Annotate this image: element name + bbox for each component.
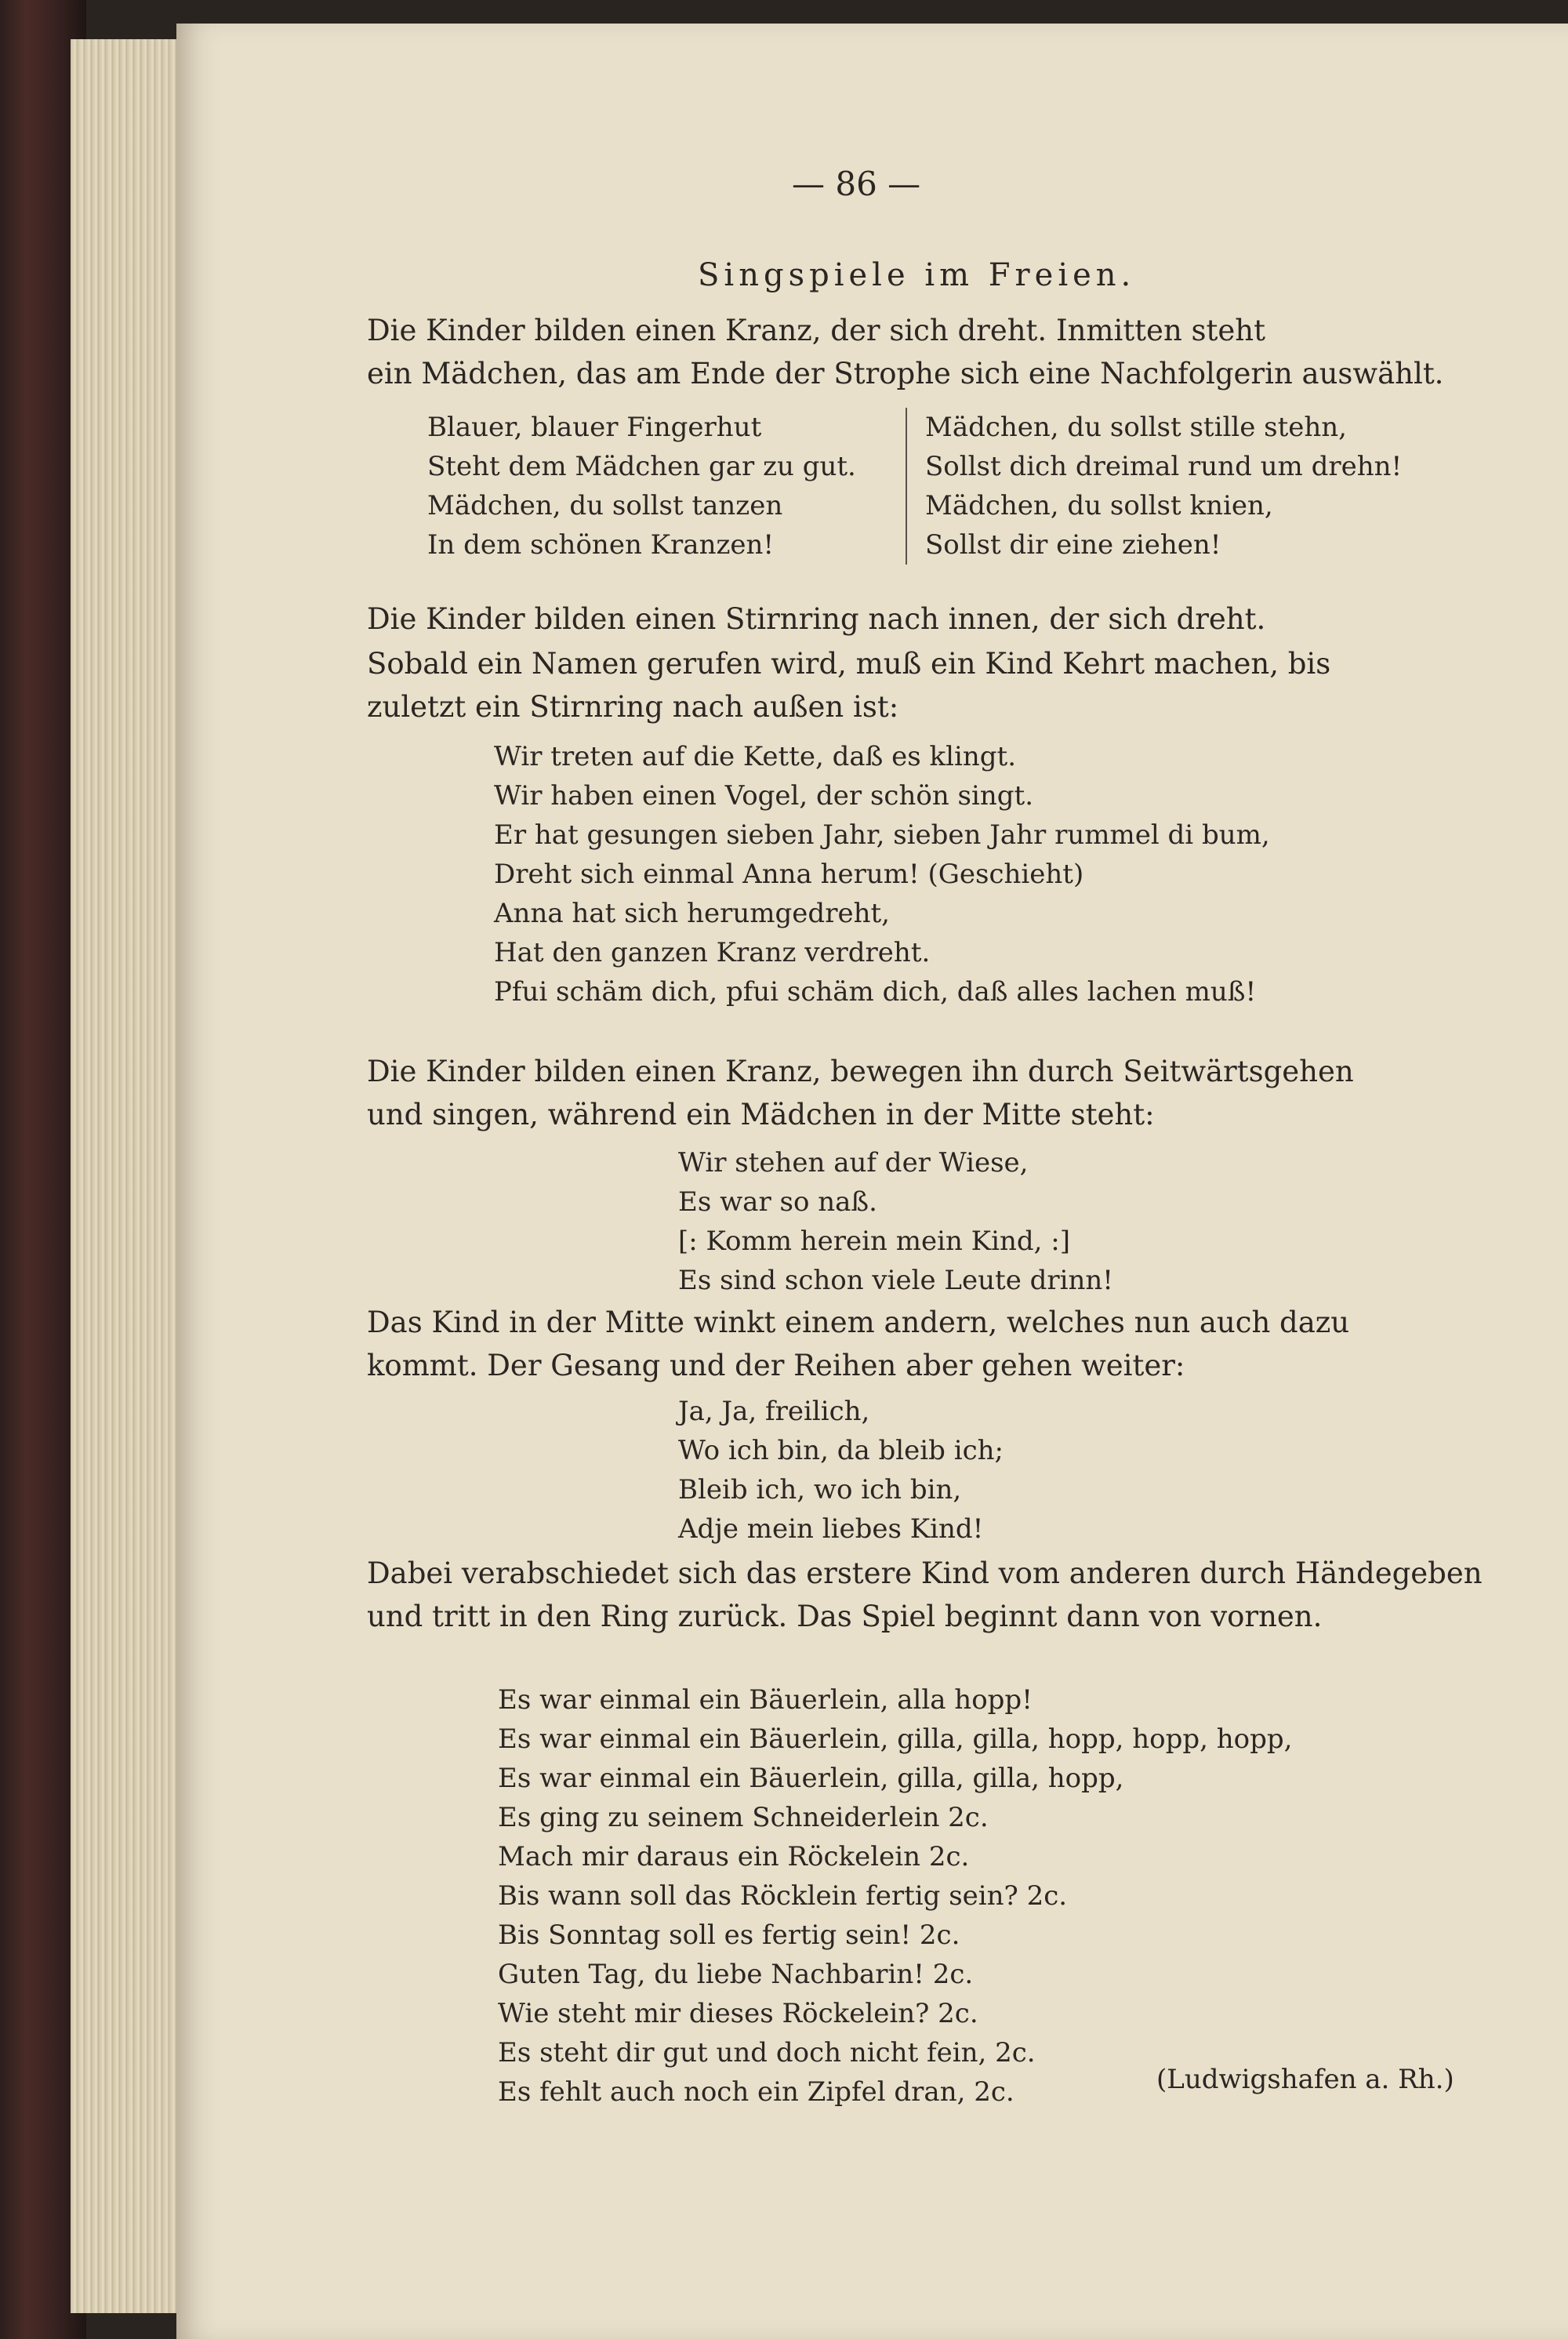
s2-verse-6: Hat den ganzen Kranz verdreht.	[494, 937, 931, 968]
verse-divider	[906, 408, 907, 565]
s3-verse1-1: Wir stehen auf der Wiese,	[678, 1147, 1029, 1179]
s3-middle-line-2: kommt. Der Gesang und der Reihen aber gehen weiter:	[367, 1349, 1185, 1382]
s1-verse-right-1: Mädchen, du sollst stille stehn,	[925, 412, 1347, 443]
page-edges	[71, 39, 188, 2313]
s2-verse-4: Dreht sich einmal Anna herum! (Geschieht)	[494, 859, 1084, 890]
s4-verse-8: Guten Tag, du liebe Nachbarin! 2c.	[498, 1959, 974, 1990]
s1-verse-right-3: Mädchen, du sollst knien,	[925, 490, 1273, 521]
s4-verse-4: Es ging zu seinem Schneiderlein 2c.	[498, 1802, 989, 1833]
s1-intro-line-1: Die Kinder bilden einen Kranz, der sich dreht. Inmitten steht	[367, 314, 1265, 347]
attribution: (Ludwigshafen a. Rh.)	[1156, 2064, 1454, 2095]
s2-intro-line-3: zuletzt ein Stirnring nach außen ist:	[367, 690, 899, 724]
s3-outro-line-2: und tritt in den Ring zurück. Das Spiel beginnt dann von vornen.	[367, 1600, 1323, 1633]
s1-verse-left-1: Blauer, blauer Fingerhut	[427, 412, 762, 443]
s1-verse-right-4: Sollst dir eine ziehen!	[925, 529, 1221, 561]
s1-verse-left-2: Steht dem Mädchen gar zu gut.	[427, 451, 856, 482]
s2-verse-1: Wir treten auf die Kette, daß es klingt.	[494, 741, 1017, 772]
s3-verse2-4: Adje mein liebes Kind!	[678, 1513, 984, 1545]
s4-verse-6: Bis wann soll das Röcklein fertig sein? 2c.	[498, 1880, 1068, 1912]
s3-verse1-4: Es sind schon viele Leute drinn!	[678, 1265, 1113, 1296]
s4-verse-10: Es steht dir gut und doch nicht fein, 2c.	[498, 2037, 1036, 2068]
s3-verse1-2: Es war so naß.	[678, 1186, 877, 1218]
s2-verse-7: Pfui schäm dich, pfui schäm dich, daß alles lachen muß!	[494, 976, 1257, 1008]
s3-intro-line-1: Die Kinder bilden einen Kranz, bewegen ihn durch Seitwärtsgehen	[367, 1055, 1354, 1088]
s2-intro-line-1: Die Kinder bilden einen Stirnring nach innen, der sich dreht.	[367, 602, 1266, 636]
s4-verse-7: Bis Sonntag soll es fertig sein! 2c.	[498, 1920, 960, 1951]
s3-verse1-3: [: Komm herein mein Kind, :]	[678, 1226, 1070, 1257]
s1-intro-line-2: ein Mädchen, das am Ende der Strophe sich eine Nachfolgerin auswählt.	[367, 357, 1444, 390]
s3-intro-line-2: und singen, während ein Mädchen in der Mitte steht:	[367, 1098, 1155, 1131]
s2-verse-3: Er hat gesungen sieben Jahr, sieben Jahr rummel di bum,	[494, 819, 1270, 851]
s3-outro-line-1: Dabei verabschiedet sich das erstere Kind vom anderen durch Händegeben	[367, 1556, 1483, 1590]
s3-verse2-1: Ja, Ja, freilich,	[678, 1396, 870, 1427]
s4-verse-9: Wie steht mir dieses Röckelein? 2c.	[498, 1998, 978, 2029]
page-number: — 86 —	[792, 165, 921, 203]
s3-verse2-2: Wo ich bin, da bleib ich;	[678, 1435, 1004, 1466]
s4-verse-3: Es war einmal ein Bäuerlein, gilla, gilla, hopp,	[498, 1763, 1124, 1794]
s4-verse-2: Es war einmal ein Bäuerlein, gilla, gilla, hopp, hopp, hopp,	[498, 1723, 1293, 1755]
s2-verse-5: Anna hat sich herumgedreht,	[494, 898, 890, 929]
s1-verse-left-4: In dem schönen Kranzen!	[427, 529, 775, 561]
s3-verse2-3: Bleib ich, wo ich bin,	[678, 1474, 962, 1505]
s4-verse-11: Es fehlt auch noch ein Zipfel dran, 2c.	[498, 2076, 1014, 2108]
s1-verse-left-3: Mädchen, du sollst tanzen	[427, 490, 783, 521]
s4-verse-5: Mach mir daraus ein Röckelein 2c.	[498, 1841, 970, 1872]
s2-intro-line-2: Sobald ein Namen gerufen wird, muß ein Kind Kehrt machen, bis	[367, 647, 1331, 681]
s2-verse-2: Wir haben einen Vogel, der schön singt.	[494, 780, 1034, 812]
s4-verse-1: Es war einmal ein Bäuerlein, alla hopp!	[498, 1684, 1033, 1716]
section-heading: Singspiele im Freien.	[698, 257, 1136, 293]
s3-middle-line-1: Das Kind in der Mitte winkt einem andern, welches nun auch dazu	[367, 1306, 1350, 1339]
s1-verse-right-2: Sollst dich dreimal rund um drehn!	[925, 451, 1403, 482]
